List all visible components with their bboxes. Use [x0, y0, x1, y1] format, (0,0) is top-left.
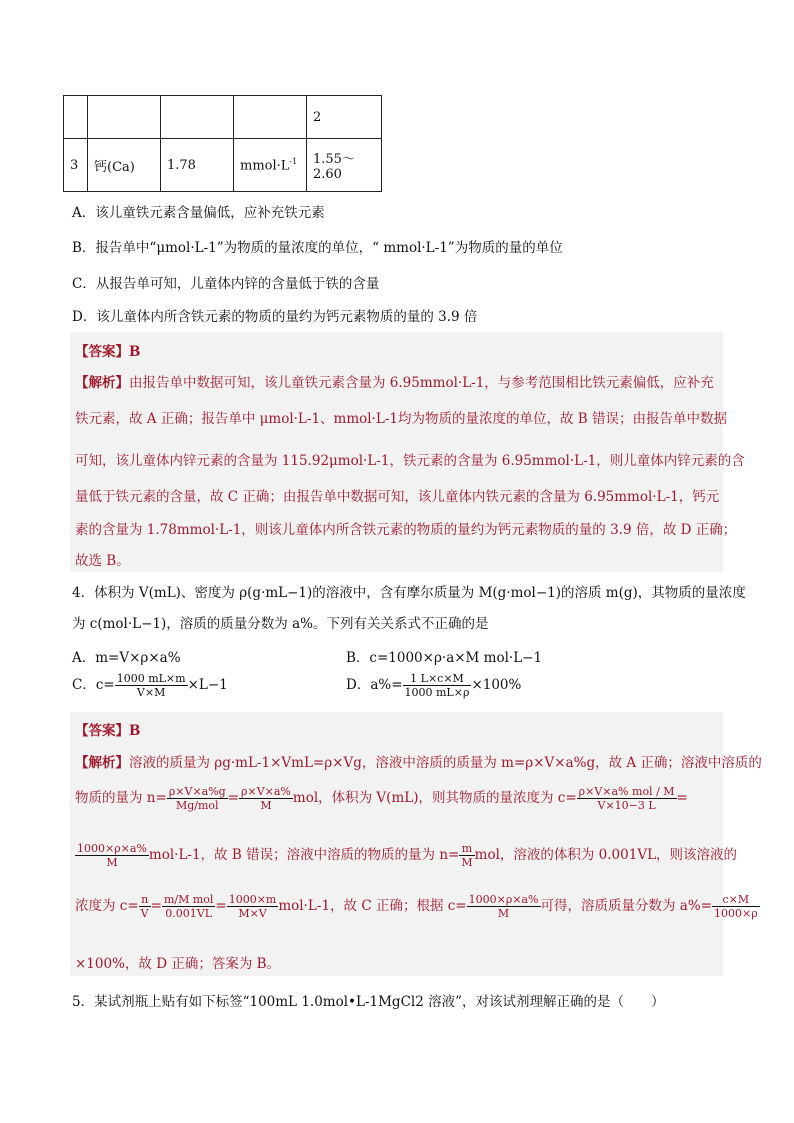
- option-a: A．该儿童铁元素含量偏低，应补充铁元素: [72, 205, 325, 221]
- analysis-line: $\frac{1000\times\rho\times a\%}{M}$ mol·L-1，故 B 错误；溶液中溶质的物质的量为 n= $\frac{m}{M}$ mol，溶液的体积为 0.001VL，则该溶液的: [77, 842, 738, 869]
- option-b: B．报告单中“μmol·L-1”为物质的量浓度的单位，“ mmol·L-1”为物质的量的单位: [72, 240, 563, 256]
- table-cell-unit: $mmol\cdot L^{-1}$: [234, 139, 307, 192]
- table-cell: [161, 96, 234, 139]
- analysis-line: 【解析】溶液的质量为 ρg·mL-1×VmL=ρ×Vg，溶液中溶质的质量为 m=ρ×V×a%g，故 A 正确；溶液中溶质的: [75, 755, 762, 771]
- option-a: A．m=V×ρ×a%: [72, 650, 181, 666]
- question-4-stem: 4．体积为 V(mL)、密度为 ρ(g·mL−1)的溶液中，含有摩尔质量为 M(g·mol−1)的溶质 m(g)，其物质的量浓度: [72, 585, 746, 601]
- question-5-stem: 5．某试剂瓶上贴有如下标签“100mL 1.0mol•L-1MgCl2 溶液”，对该试剂理解正确的是（ ）: [72, 994, 665, 1010]
- analysis-line: 故选 B。: [75, 553, 130, 569]
- option-c: C．从报告单可知，儿童体内锌的含量低于铁的含量: [72, 276, 380, 292]
- analysis-line: 可知，该儿童体内锌元素的含量为 115.92μmol·L-1，铁元素的含量为 6.95mmol·L-1，则儿童体内锌元素的含: [75, 453, 745, 469]
- answer-label: 【答案】B: [75, 344, 141, 360]
- table-cell: 2: [307, 96, 382, 139]
- analysis-line: 素的含量为 1.78mmol·L-1，则该儿童体内所含铁元素的物质的量约为钙元素物质的量的 3.9 倍，故 D 正确；: [75, 522, 737, 538]
- option-c: C．c= $\frac{1000 mL\times m}{V\times M}$ ×L−1: [72, 672, 228, 699]
- table-cell-value: 1.78: [161, 139, 234, 192]
- analysis-line: 量低于铁元素的含量，故 C 正确；由报告单中数据可知，该儿童体内铁元素的含量为 6.95mmol·L-1，钙元: [75, 489, 720, 505]
- option-b: B．c=1000×ρ·a×M mol·L−1: [346, 650, 543, 666]
- table-cell-range: 1.55～2.60: [307, 139, 382, 192]
- analysis-line: ×100%，故 D 正确；答案为 B。: [75, 956, 281, 972]
- answer-label: 【答案】B: [75, 723, 141, 739]
- table-row: [64, 96, 382, 139]
- table-cell-index: 3: [64, 139, 88, 192]
- analysis-line: 浓度为 c= $\frac{n}{V}$ = $\frac{\text{m/M mol}}{0.001VL}$ = $\frac{1000\times m}{M\times V}$ mol·L-1，故 C 正确；根据 c= $\frac{1000\times\rho\times a\%}{M}$ 可得，溶质质量分数为 a%= $\frac{c\times M}{1000\times\rho}$: [75, 893, 758, 920]
- report-table: [63, 95, 382, 192]
- table-row: [64, 139, 382, 192]
- table-cell: [234, 96, 307, 139]
- option-d: D．a%= $\frac{1 L\times c\times M}{1000 mL\times\rho}$ ×100%: [346, 672, 522, 699]
- option-d: D．该儿童体内所含铁元素的物质的量约为钙元素物质的量的 3.9 倍: [72, 309, 478, 325]
- table-cell: [88, 96, 161, 139]
- analysis-line: 【解析】由报告单中数据可知，该儿童铁元素含量为 6.95mmol·L-1，与参考范围相比铁元素偏低，应补充: [75, 375, 714, 391]
- table-cell: [64, 96, 88, 139]
- table-cell-item: 钙(Ca): [88, 139, 161, 192]
- question-4-stem: 为 c(mol·L−1)，溶质的质量分数为 a%。下列有关关系式不正确的是: [72, 616, 489, 632]
- analysis-line: 铁元素，故 A 正确；报告单中 μmol·L-1、mmol·L-1均为物质的量浓度的单位，故 B 错误；由报告单中数据: [75, 411, 728, 427]
- analysis-line: 物质的量为 n= $\frac{\rho\times V\times a\%g}{\text{Mg/mol}}$ = $\frac{\rho\times V\times a\%}{M}$ mol，体积为 V(mL)，则其物质的量浓度为 c= $\frac{\text{ρ×V×a\% mol / M}}{V\times 10-3 L}$ =: [75, 785, 688, 812]
